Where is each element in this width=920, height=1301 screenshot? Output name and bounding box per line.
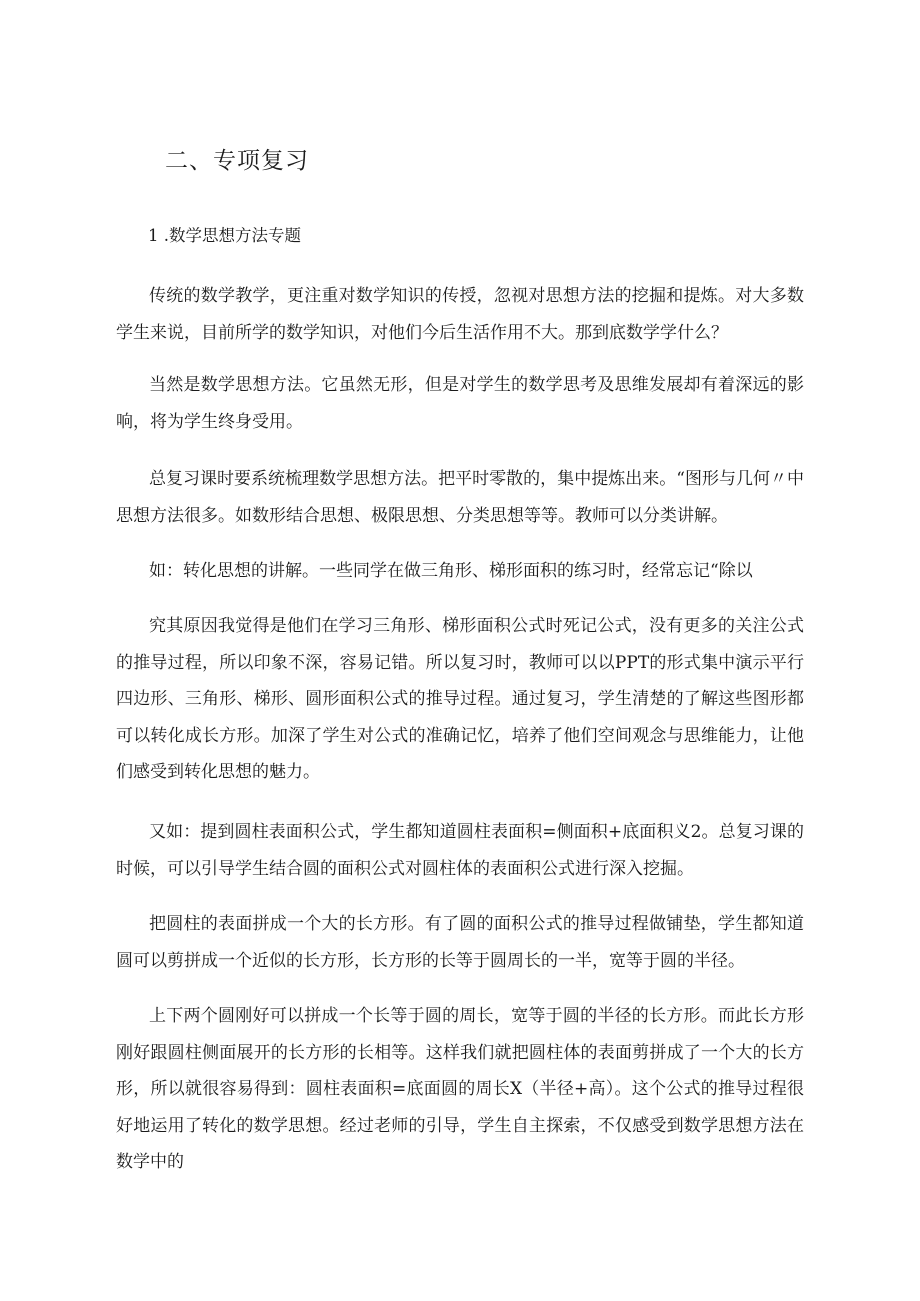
paragraph-review-methods: 总复习课时要系统梳理数学思想方法。把平时零散的，集中提炼出来。“图形与几何〃中思想方法很多。如数形结合思想、极限思想、分类思想等等。教师可以分类讲解。 bbox=[116, 469, 804, 526]
paragraph-traditional-teaching: 传统的数学教学，更注重对数学知识的传授，忽视对思想方法的挖掘和提炼。对大多数学生来说，目前所学的数学知识，对他们今后生活作用不大。那到底数学学什么？ bbox=[116, 286, 804, 343]
paragraph-two-circles: 上下两个圆刚好可以拼成一个长等于圆的周长，宽等于圆的半径的长方形。而此长方形刚好跟圆柱侧面展开的长方形的长相等。这样我们就把圆柱体的表面剪拼成了一个大的长方形，所以就很容易得到：圆柱表面积=底面圆的周长X（半径+高）。这个公式的推导过程很好地运用了转化的数学思想。经过老师的引导，学生自主探索，不仅感受到数学思想方法在数学中的 bbox=[116, 1006, 804, 1172]
section-title: 二、专项复习 bbox=[165, 148, 309, 174]
paragraph-cylinder-surface-area: 又如：提到圆柱表面积公式，学生都知道圆柱表面积=侧面积+底面积义2。总复习课的时候，可以引导学生结合圆的面积公式对圆柱体的表面积公式进行深入挖掘。 bbox=[116, 822, 804, 879]
paragraph-transformation-example: 如：转化思想的讲解。一些同学在做三角形、梯形面积的练习时，经常忘记“除以 bbox=[149, 561, 753, 581]
paragraph-math-thinking-methods: 当然是数学思想方法。它虽然无形，但是对学生的数学思考及思维发展却有着深远的影响，将为学生终身受用。 bbox=[116, 375, 804, 432]
paragraph-reason-analysis: 究其原因我觉得是他们在学习三角形、梯形面积公式时死记公式，没有更多的关注公式的推导过程，所以印象不深，容易记错。所以复习时，教师可以以PPT的形式集中演示平行四边形、三角形、梯形、圆形面积公式的推导过程。通过复习，学生清楚的了解这些图形都可以转化成长方形。加深了学生对公式的准确记忆，培养了他们空间观念与思维能力，让他们感受到转化思想的魅力。 bbox=[116, 616, 804, 782]
subsection-title: 1 .数学思想方法专题 bbox=[148, 226, 301, 245]
paragraph-cylinder-rectangle: 把圆柱的表面拼成一个大的长方形。有了圆的面积公式的推导过程做铺垫，学生都知道圆可以剪拼成一个近似的长方形，长方形的长等于圆周长的一半，宽等于圆的半径。 bbox=[116, 914, 804, 971]
